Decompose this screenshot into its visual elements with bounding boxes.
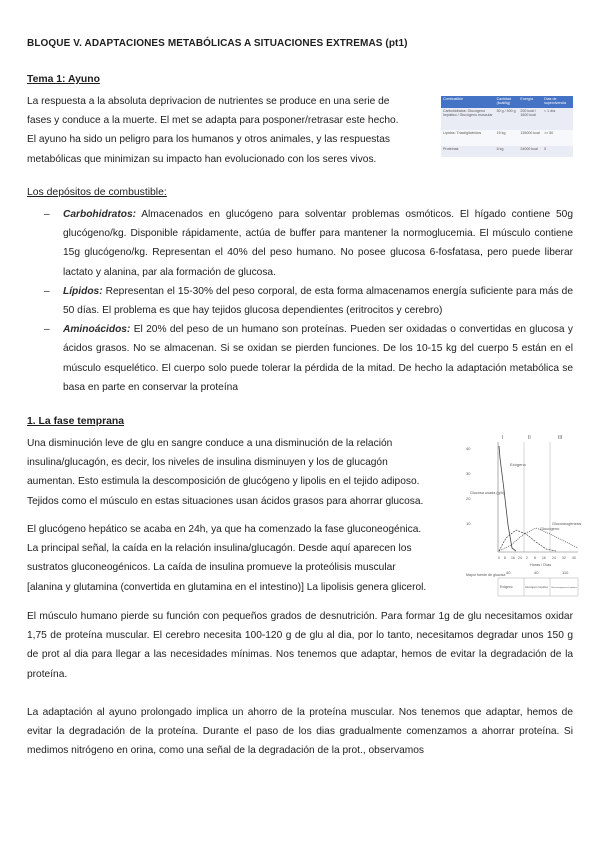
depositos-list — [27, 205, 573, 397]
bullet-dash: – — [44, 285, 50, 297]
series-label: Gluconeogénesis — [552, 522, 581, 526]
footer-value: 40 — [506, 570, 511, 575]
list-item — [27, 282, 573, 320]
footer-value: 110 — [562, 570, 569, 575]
table-cell: 135000 kcal — [518, 130, 542, 146]
phase-label: III — [558, 435, 563, 441]
text-line: El glucógeno hepático se acaba en 24h, ya que ha comenzado la fase gluconeogénica. — [27, 524, 422, 535]
document-title: BLOQUE V. ADAPTACIONES METABÓLICAS A SITUACIONES EXTREMAS (pt1) — [27, 38, 408, 49]
bullet-dash: – — [44, 324, 50, 336]
table-cell: 24000 kcal — [518, 146, 542, 157]
term-carbohidratos: Carbohidratos: — [63, 209, 137, 220]
table-cell: 6 kg — [495, 146, 519, 157]
x-tick: 2 — [526, 556, 528, 560]
fase-paragraph-1 — [27, 434, 463, 511]
list-item-text: Almacenados en glucógeno para solventar problemas osmóticos. El hígado contiene 50g glucógeno/kg. Disponible rápidamente, actúa de buffer para mantener la normoglucemia. El músculo contiene 15g glucógeno/kg. Representan el 40% del peso humano. No posee glucosa 6-fosfatasa, pero puede liberar lactato y alanina, par ala formación de glucosa. — [63, 209, 573, 278]
y-axis-label: Glucosa usada (g/h) — [470, 491, 505, 495]
phase-label: II — [528, 435, 531, 441]
term-aminoacidos: Aminoácidos: — [63, 324, 131, 336]
bullet-dash: – — [44, 209, 50, 220]
table-cell: Carbohidratos: Glucógeno hepático / Glucógeno muscular — [441, 108, 495, 130]
glucose-phases-chart — [466, 430, 581, 602]
series-label: Glucógeno — [540, 526, 560, 531]
x-tick: 40 — [572, 556, 576, 560]
y-tick: 30 — [466, 471, 471, 476]
x-tick: 8 — [504, 556, 506, 560]
table-row — [441, 130, 573, 146]
list-item — [27, 320, 573, 397]
table-header: Cantidad (kcal/kg) — [495, 96, 519, 108]
text-line: [alanina y glutamina (convertida en glutamina en el intestino)] La lipolisis genera glicerol. — [27, 581, 427, 593]
term-lipidos: Lípidos: — [63, 285, 103, 297]
table-cell: >> 50 — [542, 130, 573, 146]
fase-paragraph-2 — [27, 520, 463, 597]
text-line: insulina/glucagón, es decir, los niveles de insulina disminuyen y los de glucagón — [27, 457, 388, 469]
table-cell: < 1 día — [542, 108, 573, 130]
text-line: El ayuno ha sido un peligro para los humanos y otros animales, y las respuestas — [27, 134, 390, 146]
fuel-table — [441, 96, 573, 157]
table-row — [441, 108, 573, 130]
table-cell: 15 kg — [495, 130, 519, 146]
section-heading-ayuno: Tema 1: Ayuno — [27, 74, 100, 85]
table-row — [441, 146, 573, 157]
list-item — [27, 205, 573, 282]
x-tick: 24 — [518, 556, 522, 560]
footer-cell: Glucógeno hepático — [525, 586, 549, 589]
text-line: fases y conduce a la muerte. El met se adapta para posponer/retrasar este hecho. — [27, 115, 399, 127]
x-axis-label: Horas / Días — [530, 563, 552, 567]
table-header: Energía — [518, 96, 542, 108]
x-tick: 0 — [498, 556, 500, 560]
x-tick: 24 — [552, 556, 556, 560]
intro-paragraph — [27, 92, 432, 169]
text-line: La respuesta a la absoluta deprivacion de nutrientes se produce en una serie de — [27, 96, 390, 107]
table-cell: 50 g / 400 g — [495, 108, 519, 130]
list-item-text: Representan el 15-30% del peso corporal, de esta forma almacenamos energía suficiente para más de 50 días. El problema es que hay tejidos glucosa dependientes (eritrocitos y cerebro) — [63, 285, 573, 317]
x-tick: 8 — [534, 556, 536, 560]
text-line: Tejidos como el músculo en estas situaciones usan ácidos grasos para ahorrar glucosa. — [27, 495, 424, 507]
footer-cell: Exógeno — [500, 585, 513, 589]
fase-temprana-heading: 1. La fase temprana — [27, 416, 125, 427]
depositos-heading: Los depósitos de combustible: — [27, 187, 167, 198]
paragraph-ayuno-prolongado: La adaptación al ayuno prolongado implica un ahorro de la proteína muscular. Nos tenemos que adaptar, hemos de evitar la degradación de la proteína. Durante el paso de los dias gradualmente comenzamos a ahorrar proteína. Si medimos nitrógeno en orina, como una señal de la degradación de la prot., observamos — [27, 707, 573, 757]
text-line: aumentan. Esto estimula la descomposición de glucógeno y lipolis en el tejido adiposo. — [27, 476, 420, 488]
y-tick: 40 — [466, 446, 471, 451]
text-line: La principal señal, la caída en la relación insulina/glucagón. Desde aquí aparecen los — [27, 543, 412, 555]
footer-cell: Gluconeogénesis hepática — [551, 587, 577, 589]
table-header: Días de supervivencia — [542, 96, 573, 108]
table-cell: Lípidos: Triacilglicéridos — [441, 130, 495, 146]
table-cell: Proteínas — [441, 146, 495, 157]
table-header: Combustible — [441, 96, 495, 108]
paragraph-desnutricion: El músculo humano pierde su función con pequeños grados de desnutrición. Para formar 1g de glu necesitamos oxidar 1,75 de proteína muscular. El cerebro necesita 100-120 g de glu al dia, por lo tanto, necesitamos degradar unos 150 g de prot al dia para llegar a las necesidades mínimas. Nos tenemos que adaptar, hemos de evitar la degradación de la proteína. — [27, 611, 573, 680]
x-tick: 16 — [542, 556, 546, 560]
series-label: Exógeno — [510, 462, 526, 467]
y-tick: 20 — [466, 496, 471, 501]
text-line: sustratos gluconeogénicos. La caída de insulina promueve la proteólisis muscular — [27, 562, 396, 574]
text-line: Una disminución leve de glu en sangre conduce a una disminución de la relación — [27, 438, 393, 449]
x-tick: 16 — [511, 556, 515, 560]
x-tick: 32 — [562, 556, 566, 560]
list-item-text: El 20% del peso de un humano son proteínas. Pueden ser oxidadas o convertidas en glucosa y ácidos grasos. No se almacenan. Si se oxidan se pierden funciones. De los 10-15 kg del cuerpo 5 están en el músculo esquelético. El cuerpo solo puede tolerar la pérdida de la mitad. De hecho la adaptación metabólica se basa en parte en conservar la proteína — [63, 324, 573, 393]
table-cell: 200 kcal / 1600 kcal — [518, 108, 542, 130]
table-cell: 5 — [542, 146, 573, 157]
text-line: metabólicas que minimizan su impacto han evolucionado con los seres vivos. — [27, 153, 377, 165]
phase-label: I — [502, 435, 504, 441]
footer-label: Mayor fuente de glucosa — [466, 573, 506, 577]
y-tick: 10 — [466, 521, 471, 526]
footer-value: 40 — [534, 570, 539, 575]
